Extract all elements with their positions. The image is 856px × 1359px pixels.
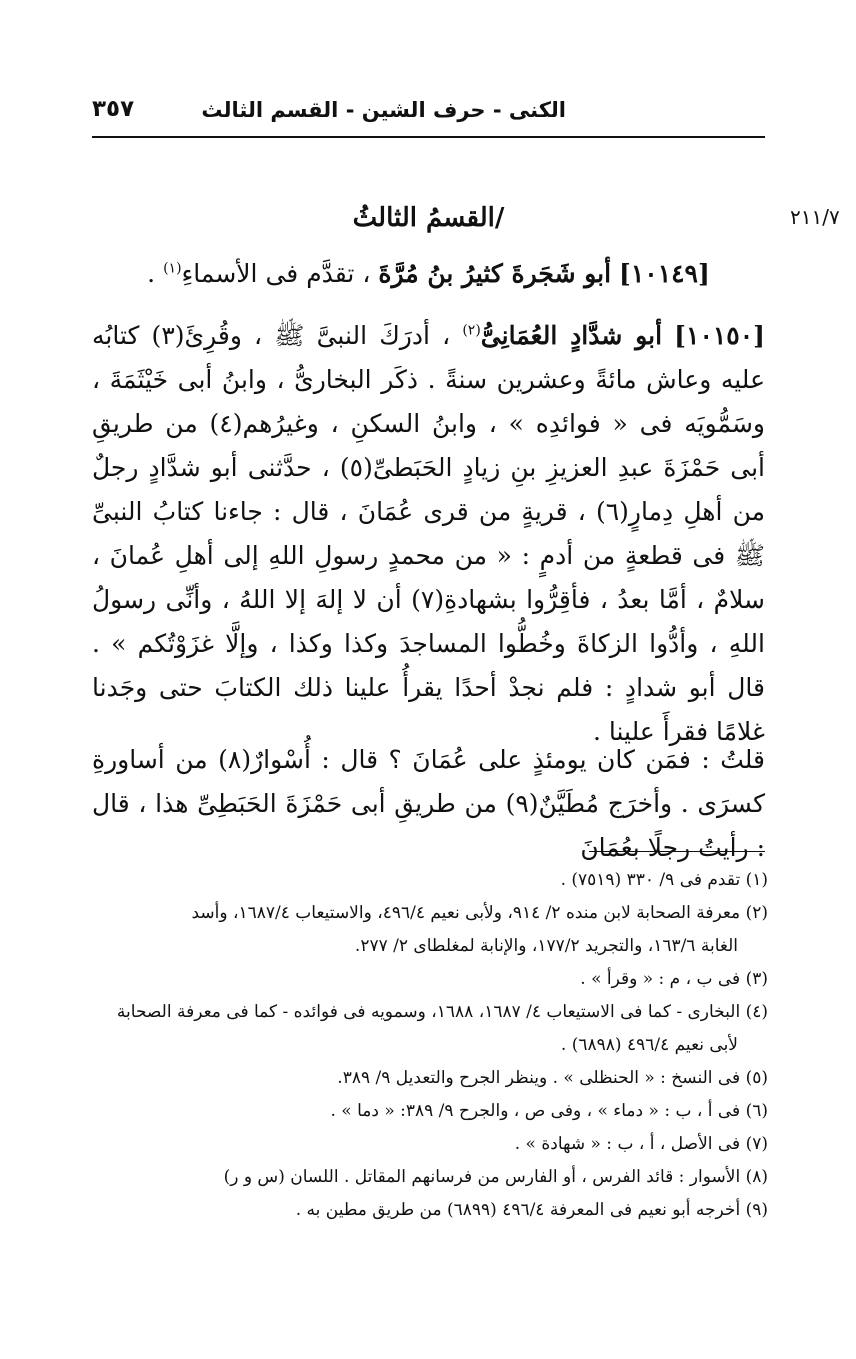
entry-text: ، أدرَكَ النبىَّ ﷺ ، وقُرِئَ(٣) كتابُه عليه وعاش مائةً وعشرين سنةً . ذكَر البخارىُّ ، وابنُ أبى خَيْثَمَةَ ، وسَمُّويَه فى « فوائدِه » ، وابنُ السكنِ ، وغيرُهم(٤) من طريقِ أبى حَمْزَةَ عبدِ العزيزِ بنِ زيادٍ الحَبَطىِّ(٥) ، حدَّثنى أبو شدَّادٍ رجلٌ من أهلِ دِمارٍ(٦) ، قريةٍ من قرى عُمَانَ ، قال : جاءنا كتابُ النبىِّ ﷺ فى قطعةٍ من أدمٍ : « من محمدٍ رسولِ اللهِ إلى أهلِ عُمانَ ، سلامٌ ، أمَّا بعدُ ، فأقِرُّوا بشهادةِ(٧) أن لا إلهَ إلا اللهُ ، وأنِّى رسولُ اللهِ ، وأدُّوا الزكاةَ وخُطُّوا المساجدَ وكذا وكذا ، وإلَّا غزَوْتُكم » . قال أبو شدادٍ : فلم نجدْ أحدًا يقرأُ علينا ذلك الكتابَ حتى وجَدنا غلامًا فقرأَ علينا .	[92, 321, 766, 746]
footnote-text: (٢) معرفة الصحابة لابن منده ٢/ ٩١٤، ولأبى نعيم ٤٩٦/٤، والاستيعاب ١٦٨٧/٤، وأسد	[191, 903, 768, 923]
margin-reference: ٢١١/٧	[790, 205, 840, 229]
footnote-3	[92, 963, 768, 996]
entry-text: ، تقدَّم فى الأسماءِ	[181, 259, 371, 288]
footnote-4	[92, 996, 768, 1062]
footnote-continuation: الغابة ١٦٣/٦، والتجريد ١٧٧/٢، والإنابة لمغلطاى ٢/ ٢٧٧.	[354, 936, 738, 956]
entry-10149	[92, 252, 765, 296]
footnote-7	[92, 1128, 768, 1161]
footnote-6	[92, 1095, 768, 1128]
entry-name: أبو شدَّادٍ العُمَانِىُّ	[480, 321, 663, 350]
footnote-text: (٨) الأسوار : قائد الفرس ، أو الفارس من فرسانهم المقاتل . اللسان (س و ر)	[223, 1167, 768, 1187]
footnote-ref: (٢)	[462, 322, 481, 339]
footnote-rule	[589, 851, 765, 852]
footnote-8	[92, 1161, 768, 1194]
entry-name: أبو شَجَرةَ كثيرُ بنُ مُرَّةَ	[378, 259, 612, 288]
page-number: ٣٥٧	[92, 96, 135, 122]
footnote-1	[92, 864, 768, 897]
footnote-text: (٥) فى النسخ : « الحنظلى » . وينظر الجرح والتعديل ٩/ ٣٨٩.	[337, 1068, 768, 1088]
footnote-text: (٧) فى الأصل ، أ ، ب : « شهادة » .	[514, 1134, 768, 1154]
footnote-text: (١) تقدم فى ٩/ ٣٣٠ (٧٥١٩) .	[560, 870, 768, 890]
footnote-text: (٤) البخارى - كما فى الاستيعاب ٤/ ١٦٨٧، ١٦٨٨، وسمويه فى فوائده - كما فى معرفة الصحابة	[116, 1002, 768, 1022]
footnote-5	[92, 1062, 768, 1095]
footnote-9	[92, 1194, 768, 1227]
entry-10150	[92, 314, 765, 754]
footnote-text: (٩) أخرجه أبو نعيم فى المعرفة ٤٩٦/٤ (٦٨٩٩) من طريق مطين به .	[295, 1200, 768, 1220]
footnotes-list	[92, 864, 768, 1227]
footnote-2	[92, 897, 768, 963]
header-rule	[92, 136, 765, 138]
section-heading: /القسمُ الثالثُ	[352, 203, 505, 233]
entry-number: [١٠١٤٩]	[619, 259, 710, 288]
running-title: الكنى - حرف الشين - القسم الثالث	[201, 98, 566, 122]
entry-tail: .	[147, 259, 156, 288]
entry-number: [١٠١٥٠]	[674, 321, 765, 350]
footnote-continuation: لأبى نعيم ٤٩٦/٤ (٦٨٩٨) .	[560, 1035, 738, 1055]
continuation-paragraph: قلتُ : فمَن كان يومئذٍ على عُمَانَ ؟ قال : أُسْوارٌ(٨) من أساورةِ كسرَى . وأخرَج مُطَيَّنٌ(٩) من طريقِ أبى حَمْزَةَ الحَبَطِىِّ هذا ، قال : رأيتُ رجلًا بعُمَانَ	[92, 745, 766, 862]
footnote-text: (٦) فى أ ، ب : « دماء » ، وفى ص ، والجرح ٩/ ٣٨٩: « دما » .	[330, 1101, 768, 1121]
footnote-ref: (١)	[163, 260, 182, 277]
footnote-text: (٣) فى ب ، م : « وقرأ » .	[580, 969, 768, 989]
